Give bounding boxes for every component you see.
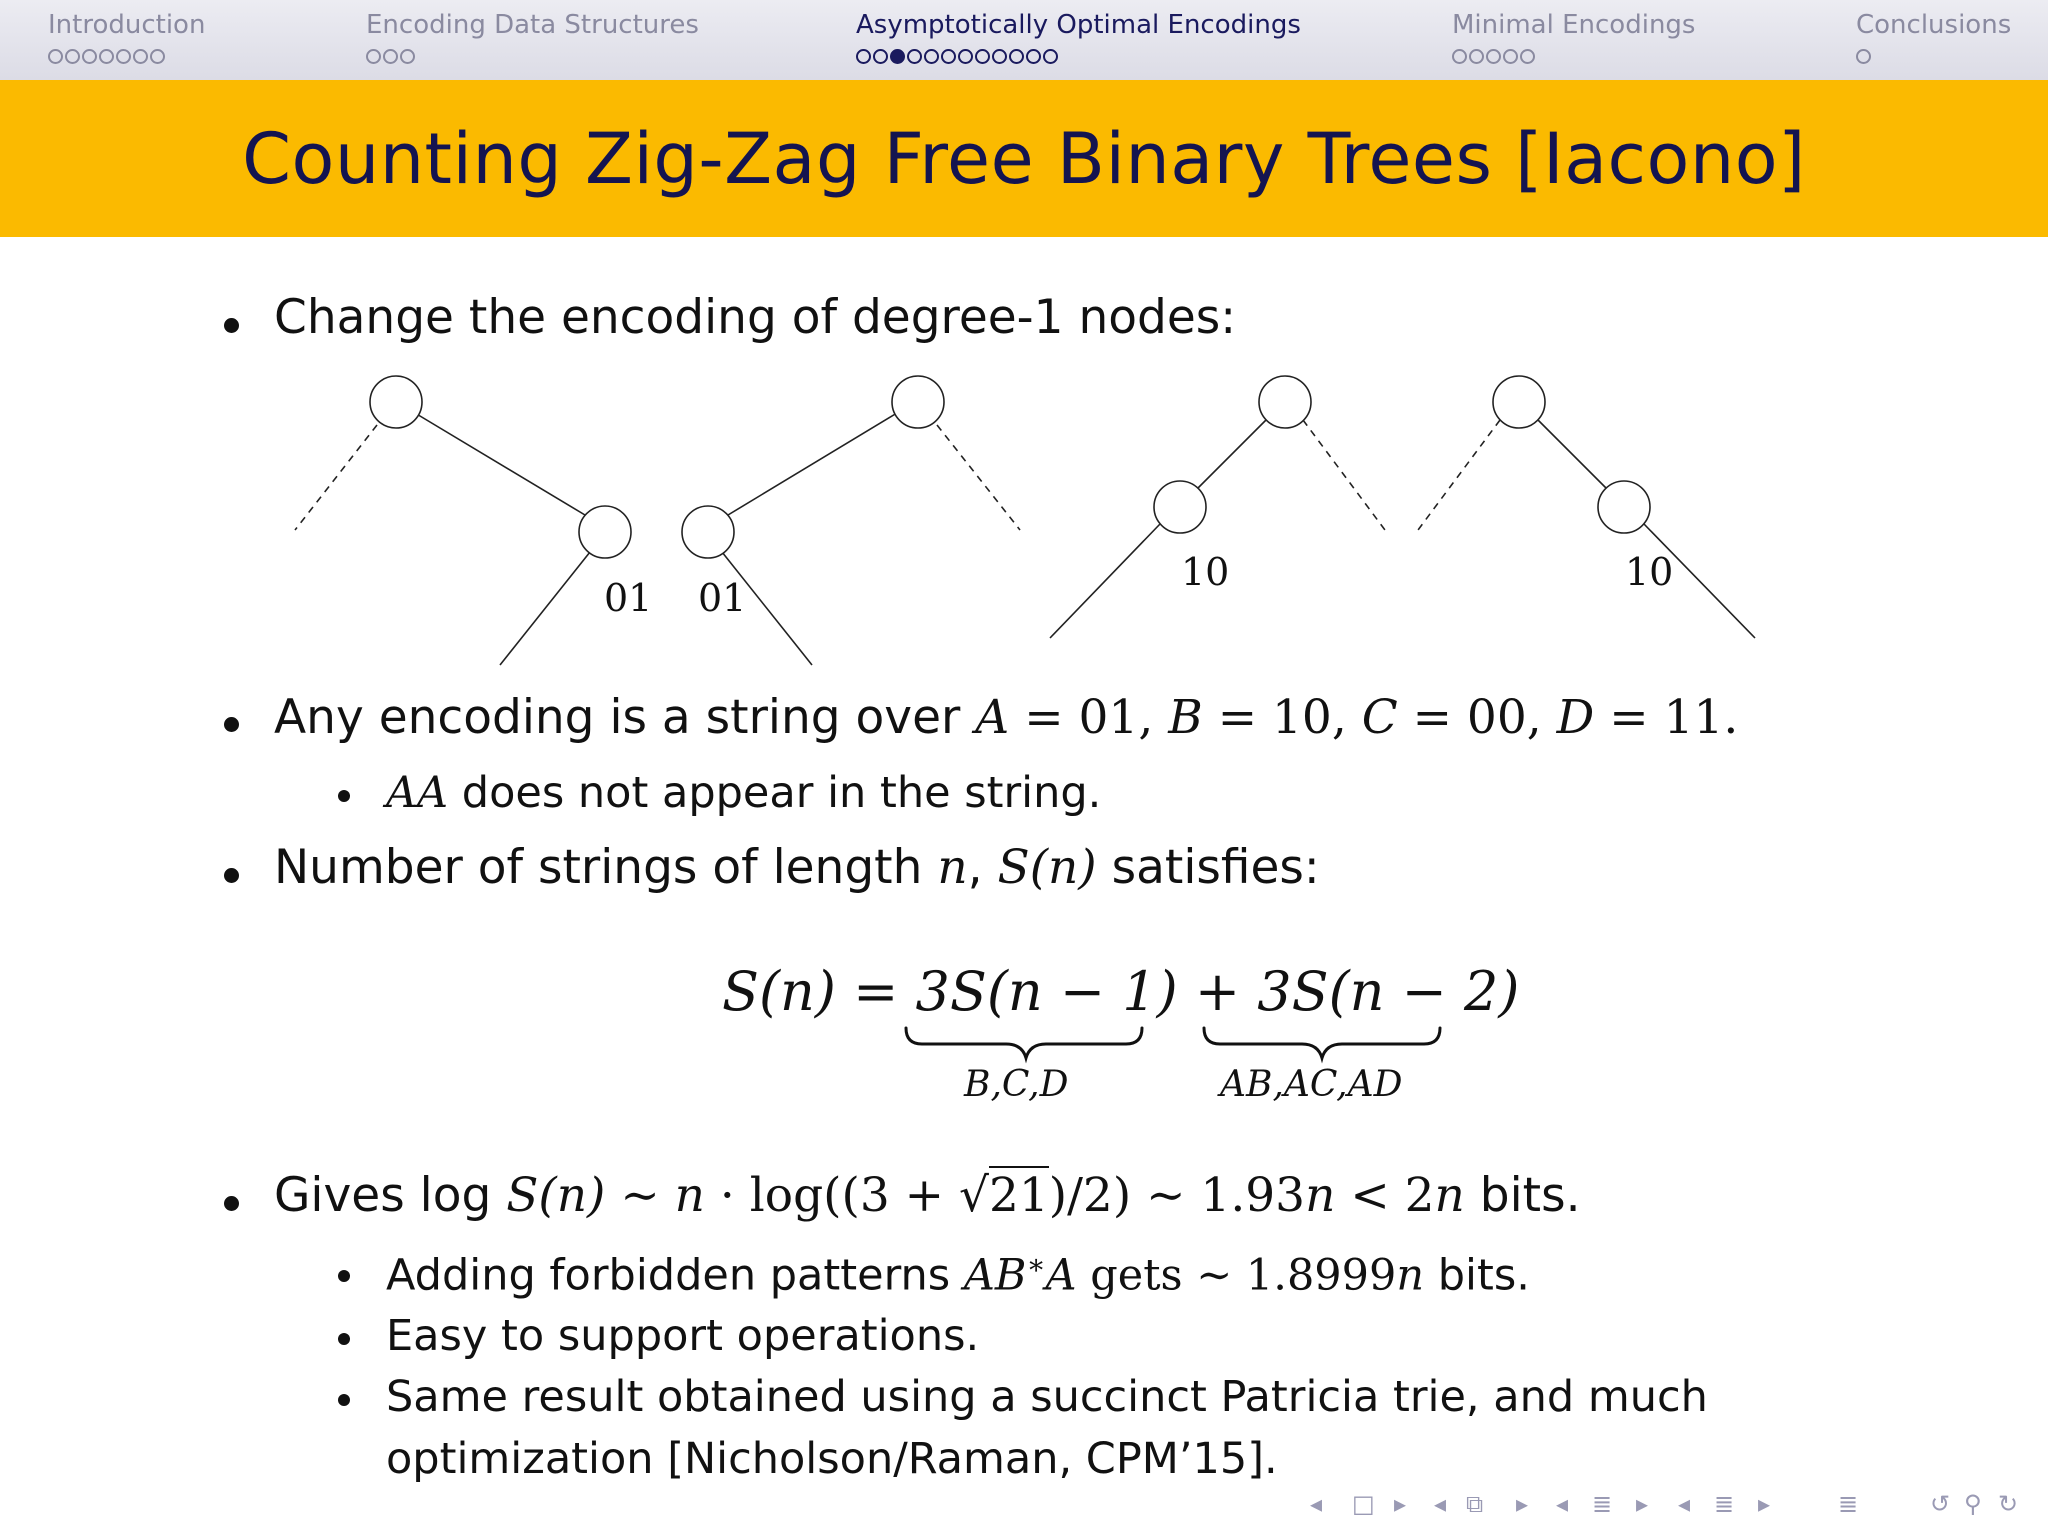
next-arrow-icon[interactable]: ▸: [1758, 1490, 1771, 1518]
tree4-code-label: 10: [1625, 550, 1674, 594]
equation-term2: 3S(n − 2): [1257, 960, 1520, 1023]
underbrace-label-ab-ac-ad: AB,AC,AD: [1220, 1064, 1403, 1105]
next-arrow-icon[interactable]: ▸: [1394, 1490, 1407, 1518]
symbol-n: n: [1305, 1168, 1336, 1223]
equation-plus: +: [1177, 960, 1258, 1023]
symbol-c: C: [1361, 690, 1398, 745]
bullet-text: Any encoding is a string over: [274, 690, 976, 745]
nav-section-label[interactable]: Introduction: [48, 10, 206, 40]
symbol-n: n: [674, 1168, 705, 1223]
nav-section-label[interactable]: Conclusions: [1856, 10, 2012, 40]
symbol-a: A: [975, 690, 1010, 745]
next-arrow-icon[interactable]: ▸: [1516, 1490, 1529, 1518]
sub-bullet-text: Adding forbidden patterns: [386, 1250, 964, 1301]
subsection-icon[interactable]: ⧉: [1466, 1490, 1484, 1518]
sub-bullet-marker: [338, 1333, 350, 1345]
pattern-ab: AB: [963, 1250, 1027, 1301]
nav-section-label[interactable]: Minimal Encodings: [1452, 10, 1696, 40]
sub-bullet-marker: [338, 1270, 350, 1282]
equation-term1: 3S(n − 1): [915, 960, 1178, 1023]
slide-title: Counting Zig-Zag Free Binary Trees [Iacono]: [242, 117, 1806, 200]
pattern-a: A: [1045, 1250, 1077, 1301]
appendix-icon[interactable]: ≣: [1838, 1490, 1859, 1518]
next-arrow-icon[interactable]: ▸: [1636, 1490, 1649, 1518]
bullet-text: Number of strings of length: [274, 840, 938, 895]
back-icon[interactable]: ↺: [1930, 1490, 1951, 1518]
bullet-text-end: satisfies:: [1096, 840, 1320, 895]
sub-bullet-patricia-trie-line2: optimization [Nicholson/Raman, CPM’15].: [386, 1434, 1278, 1484]
sub-bullet-marker: [338, 1394, 350, 1406]
symbol-b: B: [1168, 690, 1203, 745]
prev-arrow-icon[interactable]: ◂: [1678, 1490, 1691, 1518]
sqrt-sign: √: [959, 1168, 989, 1223]
symbol-n: n: [937, 840, 968, 895]
prev-arrow-icon[interactable]: ◂: [1556, 1490, 1569, 1518]
tree2-code-label: 01: [698, 576, 747, 620]
sub-bullet-text: does not appear in the string.: [448, 768, 1102, 818]
nav-section-label[interactable]: Asymptotically Optimal Encodings: [856, 10, 1301, 40]
s-argument: (n): [1029, 840, 1097, 895]
symbol-n: n: [1434, 1168, 1465, 1223]
value-a: = 01,: [1009, 690, 1169, 745]
symbol-aa: AA: [386, 768, 449, 818]
bullet-text-end: bits.: [1464, 1168, 1581, 1223]
sub-bullet-easy-operations: Easy to support operations.: [386, 1311, 980, 1361]
forward-icon[interactable]: ↻: [1998, 1490, 2019, 1518]
kleene-star: ∗: [1026, 1248, 1046, 1281]
sub-bullet-patricia-trie-line1: Same result obtained using a succinct Patricia trie, and much: [386, 1372, 1708, 1422]
log-expression-rest: )/2) ∼ 1.93: [1048, 1168, 1306, 1223]
section-icon[interactable]: ≣: [1592, 1490, 1613, 1518]
sim-symbol: ∼: [605, 1168, 675, 1223]
underbrace-term2: [1204, 1028, 1440, 1058]
tree3-code-label: 10: [1181, 550, 1230, 594]
log-expression: · log((3 +: [704, 1168, 959, 1223]
prev-arrow-icon[interactable]: ◂: [1434, 1490, 1447, 1518]
underbrace-term1: [906, 1028, 1142, 1058]
less-than: < 2: [1335, 1168, 1435, 1223]
sub-bullet-text-end: bits.: [1424, 1250, 1530, 1301]
value-c: = 00,: [1397, 690, 1557, 745]
equation-lhs: S(n) =: [722, 960, 916, 1023]
sub-bullet-forbidden-patterns: [386, 1248, 1530, 1300]
prev-arrow-icon[interactable]: ◂: [1310, 1490, 1323, 1518]
bullet-text: Gives log: [274, 1168, 507, 1223]
document-icon[interactable]: ≣: [1714, 1490, 1735, 1518]
search-icon[interactable]: ⚲: [1964, 1490, 1982, 1518]
bits-value: gets ∼ 1.8999: [1076, 1250, 1397, 1301]
comma: ,: [967, 840, 998, 895]
symbol-s: S: [997, 840, 1030, 895]
s-of-n: S(n): [506, 1168, 606, 1223]
bullet-gives-log: [274, 1168, 1581, 1223]
value-d: = 11.: [1594, 690, 1739, 745]
sqrt-argument: 21: [988, 1168, 1049, 1223]
underbrace-label-bcd: B,C,D: [964, 1064, 1069, 1105]
frame-icon[interactable]: □: [1352, 1490, 1375, 1518]
tree1-code-label: 01: [604, 576, 653, 620]
nav-section-label[interactable]: Encoding Data Structures: [366, 10, 699, 40]
bullet-change-encoding: Change the encoding of degree-1 nodes:: [274, 290, 1237, 345]
bullet-marker: [224, 1196, 239, 1211]
symbol-n: n: [1396, 1250, 1425, 1301]
symbol-d: D: [1556, 690, 1595, 745]
value-b: = 10,: [1202, 690, 1362, 745]
